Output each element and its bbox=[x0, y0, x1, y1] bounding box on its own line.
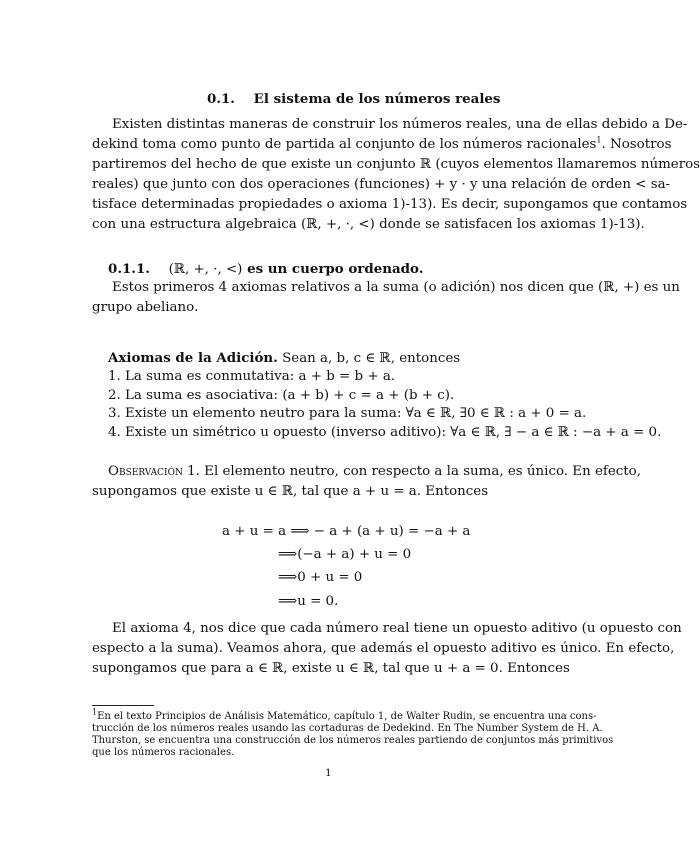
intro-line-6: con una estructura algebraica (ℝ, +, ·, <) donde se satisfacen los axiomas 1)-13). bbox=[92, 217, 645, 232]
footnote-rule bbox=[92, 705, 154, 706]
axiom-item-3: 3. Existe un elemento neutro para la suma: ∀a ∈ ℝ, ∃0 ∈ ℝ : a + 0 = a. bbox=[108, 406, 587, 421]
axioms-title: Axiomas de la Adición. bbox=[108, 350, 278, 366]
subsection-math: (ℝ, +, ·, <) bbox=[168, 262, 243, 277]
subsection-title: es un cuerpo ordenado. bbox=[247, 261, 424, 277]
observation-label: Observación 1. bbox=[108, 464, 200, 479]
axiom-item-1: 1. La suma es conmutativa: a + b = b + a. bbox=[108, 369, 396, 384]
axiom-item-2: 2. La suma es asociativa: (a + b) + c = a + (b + c). bbox=[108, 388, 455, 403]
subsection-line-2: grupo abeliano. bbox=[92, 300, 199, 315]
intro-line-4: reales) que junto con dos operaciones (funciones) + y · y una relación de orden < sa- bbox=[92, 177, 671, 192]
subsection-number: 0.1.1. bbox=[108, 261, 150, 277]
equation-line-3: ⟹0 + u = 0 bbox=[278, 570, 363, 585]
intro-line-2: dekind toma como punto de partida al conjunto de los números racionales$^1$. Nosotros bbox=[92, 135, 672, 152]
intro-line-5: tisface determinadas propiedades o axioma 1)-13). Es decir, supongamos que contamos bbox=[92, 197, 688, 212]
equation-line-1: a + u = a ⟹ − a + (a + u) = −a + a bbox=[222, 524, 471, 539]
axioms-heading bbox=[108, 350, 460, 367]
footnote-line-1: $^1$En el texto Principios de Análisis Matemático, capítulo 1, de Walter Rudin, se encuentra una cons- bbox=[92, 707, 597, 722]
observation-line-1: Observación 1. El elemento neutro, con respecto a la suma, es único. En efecto, bbox=[108, 464, 641, 479]
footnote-line-2: trucción de los números reales usando las cortaduras de Dedekind. En The Number System de H. A. bbox=[92, 723, 603, 734]
subsection-line-1: Estos primeros 4 axiomas relativos a la suma (o adición) nos dicen que (ℝ, +) es un bbox=[112, 280, 680, 295]
footnote-ref: 1 bbox=[596, 135, 602, 145]
intro-line-3: partiremos del hecho de que existe un conjunto ℝ (cuyos elementos llamaremos números bbox=[92, 157, 700, 172]
section-title: El sistema de los números reales bbox=[253, 91, 501, 107]
axioms-lead: Sean a, b, c ∈ ℝ, entonces bbox=[282, 351, 461, 366]
closing-line-2: especto a la suma). Veamos ahora, que además el opuesto aditivo es único. En efecto, bbox=[92, 641, 675, 656]
page-number: 1 bbox=[325, 767, 332, 779]
footnote-line-4: que los números racionales. bbox=[92, 747, 235, 758]
equation-line-2: ⟹(−a + a) + u = 0 bbox=[278, 547, 412, 562]
axiom-item-4: 4. Existe un simétrico u opuesto (inverso aditivo): ∀a ∈ ℝ, ∃ − a ∈ ℝ : −a + a = 0. bbox=[108, 425, 662, 440]
equation-line-4: ⟹u = 0. bbox=[278, 594, 339, 609]
section-number: 0.1. bbox=[207, 91, 235, 107]
closing-line-1: El axioma 4, nos dice que cada número real tiene un opuesto aditivo (u opuesto con bbox=[112, 621, 682, 636]
footnote-line-3: Thurston, se encuentra una construcción de los números reales partiendo de conjuntos más primitivos bbox=[92, 735, 614, 746]
closing-line-3: supongamos que para a ∈ ℝ, existe u ∈ ℝ, tal que u + a = 0. Entonces bbox=[92, 661, 570, 676]
observation-line-2: supongamos que existe u ∈ ℝ, tal que a + u = a. Entonces bbox=[92, 484, 489, 499]
subsection-heading bbox=[108, 261, 423, 277]
intro-line-1: Existen distintas maneras de construir los números reales, una de ellas debido a De- bbox=[112, 117, 688, 132]
section-heading bbox=[207, 91, 500, 107]
footnote-mark: 1 bbox=[92, 707, 98, 717]
